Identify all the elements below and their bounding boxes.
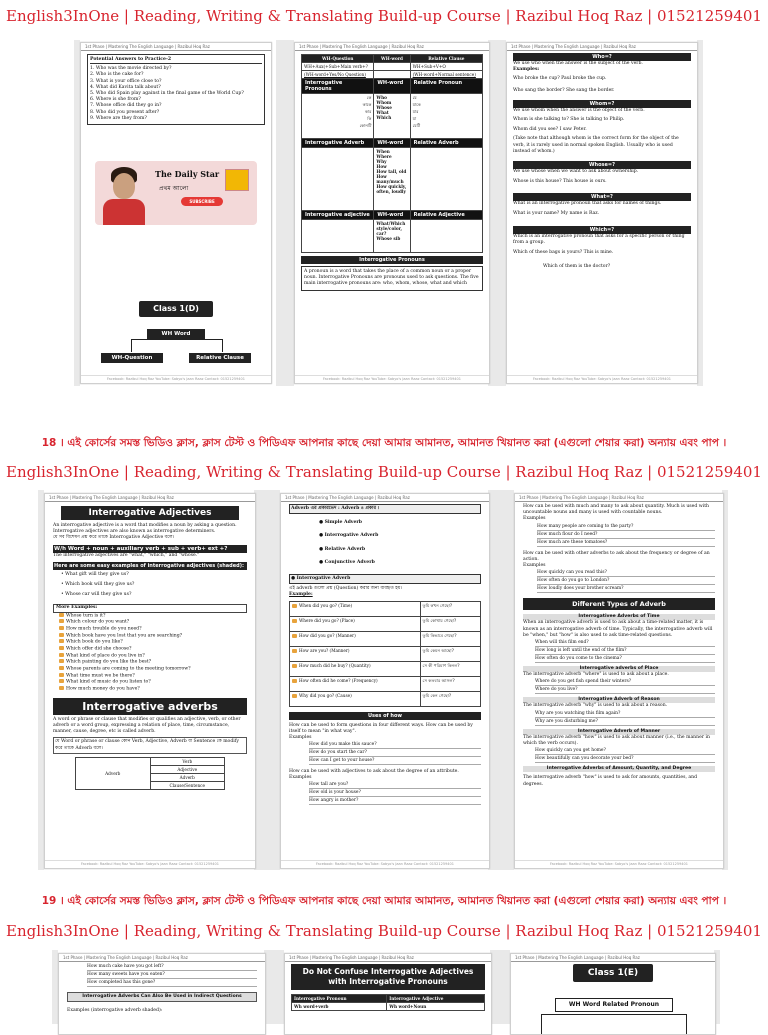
bengali-note: যে সব বিশেষণ প্রশ্ন করে তাকে Interrogative Adjective বলে।: [53, 535, 175, 541]
pointing-hand-icon: [59, 639, 64, 643]
page-footer: Facebook: Razibul Hoq Raz YouTube: Sabyo's Jaan Raaz Contact: 01521259401: [81, 375, 271, 381]
list-item: How did you make this sauce?: [309, 741, 481, 749]
table-cell: When Where Why How How tall, old How many/much How quickly, often, loudly: [374, 148, 410, 211]
quantity-text: How can be used with much and many to ask about quantity. Much is used with uncountable nouns and many is used with countable nouns.: [523, 504, 709, 516]
page-gutter: [488, 40, 506, 386]
table-cell: Adverb: [76, 757, 151, 789]
whose-text: We use whose when we want to ask about ownership.: [513, 168, 639, 174]
table-cell: সে কী পরিমাণ কিনল?: [420, 661, 480, 676]
page-footer: Facebook: Razibul Hoq Raz YouTube: Sabyo's Jaan Raaz Contact: 01521259401: [281, 860, 489, 866]
types-head: Different Types of Adverb: [523, 598, 715, 610]
table-cell: তুমি কোথায় গেছো?: [420, 616, 480, 631]
amount-text: The interrogative adverb "how" is used to ask for amounts, quantities, and degrees.: [523, 775, 698, 787]
uses-examples-label: Examples: [289, 734, 312, 740]
adverb-kind: ● Relative Adverb: [319, 546, 366, 552]
pointing-hand-icon: [59, 626, 64, 630]
page-header: 1st Phase | Mastering The English Language | Razibul Hoq Raz: [507, 43, 697, 51]
table-cell: How often did he come? (Frequency): [290, 676, 421, 691]
page-header: 1st Phase | Mastering The English Language | Razibul Hoq Raz: [45, 494, 255, 502]
table-cell: তুমি কেমন আছো?: [420, 646, 480, 661]
course-title-3: English3InOne | Reading, Writing & Translating Build-up Course | Razibul Hoq Raz | 01521259401: [6, 922, 762, 940]
pointing-hand-icon: [59, 666, 64, 670]
more-item: Which book have you lost that you are searching?: [59, 633, 247, 640]
table-cell: [374, 71, 410, 79]
question-item: 7. Whose office did they go in?: [90, 103, 162, 109]
page-header: 1st Phase | Mastering The English Language | Razibul Hoq Raz: [59, 954, 265, 962]
question-item: 4. What did Kavita talk about?: [90, 84, 161, 90]
list-item: How often do you go to London?: [537, 577, 715, 585]
more-item: What kind of place do you live in?: [59, 653, 247, 660]
more-item: Which painting do you like the best?: [59, 659, 247, 666]
which-title: Which=?: [513, 226, 691, 234]
list-item: How much cake have you got left?: [87, 963, 257, 971]
more-item: Whose turn is it?: [59, 613, 247, 620]
class-label: Class 1(D): [139, 301, 213, 317]
table-cell: Where did you go? (Place): [290, 616, 421, 631]
tree-lines: [131, 339, 223, 352]
question-item: 8. Who did you present after?: [90, 109, 160, 115]
page-footer: Facebook: Razibul Hoq Raz YouTube: Sabyo's Jaan Raaz Contact: 01521259401: [45, 860, 255, 866]
whom-text: We use whom when the answer is the object of the verb.: [513, 107, 645, 113]
pointing-hand-icon: [292, 664, 297, 668]
more-item: How much trouble do you need?: [59, 626, 247, 633]
table-cell: Why did you go? (Cause): [290, 691, 421, 706]
more-item: Which colour do you want?: [59, 619, 247, 626]
table-cell: Adjective: [150, 765, 225, 773]
avatar: [113, 173, 135, 199]
more-item: What kind of music do you listen to?: [59, 679, 247, 686]
page-footer: Facebook: Razibul Hoq Raz YouTube: Sabyo's Jaan Raaz Contact: 01521259401: [295, 375, 489, 381]
pointing-hand-icon: [59, 673, 64, 677]
page-header: 1st Phase | Mastering The English Language | Razibul Hoq Raz: [511, 954, 715, 962]
list-item: How loudly does your brother scream?: [537, 585, 715, 593]
table-cell: Adverb: [150, 773, 225, 781]
who-example: Who broke the cup? Paul broke the cup.: [513, 76, 607, 82]
pronoun-adjective-table: [291, 994, 485, 1011]
ia-text: এই adverb গুলো প্রশ্ন (Question) করার জন্য ব্যবহৃত হয়।: [289, 586, 402, 592]
section-header: Interrogative Adverb: [302, 139, 374, 148]
gift-icon: [225, 169, 249, 191]
table-cell: Verb: [150, 757, 225, 765]
which-example: Which of these bags is yours? This is mine.: [513, 250, 614, 255]
whom-example: Whom is she talking to? She is talking to Philip.: [513, 116, 625, 122]
adverb-kind: ● Conjunctive Adverb: [319, 559, 375, 565]
document-page-2: [294, 42, 490, 384]
whom-note: (Take note that although whom is the correct form for the object of the verb, it is rarely used in normal spoken English. Usually who is used instead of whom.): [513, 136, 679, 154]
adverb-bengali: যে Word or phrase or clause কোন Verb, Adjective, Adverb বা Sentence কে modify করে তাকে Adverb বলে।: [53, 737, 247, 753]
list-item: How do you start the car?: [309, 749, 481, 757]
page-gutter: [264, 950, 284, 1024]
section-header: Relative Adjective: [410, 211, 482, 220]
tree-lines: [541, 1014, 687, 1035]
list-item: How beautifully can you decorate your bed?: [535, 755, 715, 763]
section-header: WH-word: [374, 139, 410, 148]
section-header: Interrogative adjective: [302, 211, 374, 220]
which-text: Which is an interrogative pronoun that asks for a specific person or thing from a group.: [513, 233, 685, 245]
place-text: The interrogative adverb "where" is used to ask about a place.: [523, 672, 669, 678]
table-header: Interrogative Adjective: [387, 994, 485, 1002]
more-head: More Examples:: [53, 604, 247, 612]
pointing-hand-icon: [59, 653, 64, 657]
pointing-hand-icon: [59, 633, 64, 637]
course-title-2: English3InOne | Reading, Writing & Translating Build-up Course | Razibul Hoq Raz | 01521259401: [6, 463, 762, 481]
ia-head: ● Interrogative Adverb: [289, 574, 481, 584]
wh-related-box: WH Word Related Pronoun: [555, 998, 673, 1012]
which-example: Which of them is the doctor?: [543, 264, 611, 270]
question-item: 6. Where is she from?: [90, 97, 141, 103]
pointing-hand-icon: [292, 694, 297, 698]
formula-bar: W/h Word + noun + auxiliary verb + sub + verb+ ext +?: [53, 545, 247, 553]
adverbs-title: Interrogative adverbs: [53, 698, 247, 715]
table-cell: How did you go? (Manner): [290, 631, 421, 646]
course-title-1: English3InOne | Reading, Writing & Translating Build-up Course | Razibul Hoq Raz | 01521259401: [6, 7, 762, 25]
list-item: How often do you come to the cinema?: [535, 655, 715, 663]
formula-sub: The interrogative adjectives are "what," "which," and "whose.": [53, 552, 200, 558]
table-cell: [302, 220, 374, 253]
section-header: WH-word: [374, 79, 410, 94]
more-item: How much money do you have?: [59, 686, 247, 693]
page-header: 1st Phase | Mastering The English Language | Razibul Hoq Raz: [285, 954, 491, 962]
table-cell: (WH-word+Normal sentence): [410, 71, 482, 79]
page-footer: Facebook: Razibul Hoq Raz YouTube: Sabyo's Jaan Raaz Contact: 01521259401: [507, 375, 697, 381]
document-page-6: [514, 493, 724, 869]
more-item: Whose parents are coming to the meeting tomorrow?: [59, 666, 247, 673]
question-item: 9. Where are they from?: [90, 115, 147, 121]
adverb-kind: ● Simple Adverb: [319, 520, 363, 526]
more-item: Which book do you like?: [59, 639, 247, 646]
notice-line-1: 18 । এই কোর্সের সমস্ত ভিডিও ক্লাস, ক্লাস টেস্ট ও পিডিএফ আপনার কাছে দেয়া আমার আমানত, আমানত খিয়ানত করা (এগুলো শেয়ার করা) অন্যায় এবং পাপ ।: [41, 437, 727, 449]
question-item: 3. What is your office close to?: [90, 78, 162, 84]
table-header: Relative Clause: [410, 55, 482, 63]
wh-question-box: WH-Question: [101, 353, 163, 363]
list-item: How quickly can you get home?: [535, 747, 715, 755]
document-page-4: [44, 493, 256, 869]
who-text: We use who when the answer is the subject of the verb.: [513, 61, 643, 66]
page-gutter: [488, 490, 514, 870]
whose-title: Whose=?: [513, 161, 691, 169]
examples-label: Examples:: [513, 67, 540, 73]
table-cell: যে যাকে যার যা যেটি: [410, 94, 482, 139]
list-item: How old is your house?: [309, 789, 481, 797]
table-cell: তুমি কেন গেছো?: [420, 691, 480, 706]
page-gutter: [254, 490, 280, 870]
table-cell: [410, 148, 482, 211]
whom-title: Whom=?: [513, 100, 691, 108]
document-page-3: [506, 42, 698, 384]
table-cell: How much did he buy? (Quantity): [290, 661, 421, 676]
adverb-example-table: [289, 601, 481, 707]
table-cell: [410, 220, 482, 253]
table-cell: Wh word+Noun: [387, 1002, 485, 1010]
uses-head: Uses of how: [289, 712, 481, 720]
table-cell: Wh word+verb: [292, 1002, 387, 1010]
section-header: WH-word: [374, 211, 410, 220]
uses-examples-label: Examples: [289, 775, 312, 781]
pointing-hand-icon: [59, 613, 64, 617]
example-item: • What gift will they give us?: [61, 571, 129, 577]
pointing-hand-icon: [292, 604, 297, 608]
adverb-types-title: Adverb এর প্রকারভেদ : Adverb ৪ প্রকার ।: [289, 504, 481, 514]
adverb-table: [75, 757, 225, 790]
what-title: What=?: [513, 193, 691, 201]
table-cell: WH+Aux(+Sub+Main verb+?: [302, 63, 374, 71]
table-header: WH-Question: [302, 55, 374, 63]
pointing-hand-icon: [292, 634, 297, 638]
pronouns-text: A pronoun is a word that takes the place of a common noun or a proper noun. Interrogative Pronouns are pronouns used to ask questions. The five main interrogative pronouns are: who, whom, whose, what and which: [304, 269, 479, 287]
time-head: Interrogativee Adverbs of Time: [523, 614, 715, 620]
pointing-hand-icon: [59, 659, 64, 663]
table-cell: What/Which style/color, car? Whose sib: [374, 220, 410, 253]
relative-clause-box: Relative Clause: [189, 353, 251, 363]
page-gutter: [490, 950, 510, 1024]
list-item: How much are these tomatoes?: [537, 539, 715, 547]
examples-head: Here are some easy examples of interrogative adjectives (shaded):: [53, 562, 247, 570]
table-cell: তুমি কখন গেছো?: [420, 601, 480, 616]
table-cell: [374, 63, 410, 71]
pointing-hand-icon: [292, 649, 297, 653]
class-label: Class 1(E): [573, 964, 653, 982]
adverbs-text: A word or phrase or clause that modifies or qualifies an adjective, verb, or other adverb or a word group, expressing a relation of place, time, circumstance, manner, cause, degree, etc is called adverb.: [53, 716, 241, 735]
table-cell: When did you go? (Time): [290, 601, 421, 616]
what-example: What is your name? My name is Raz.: [513, 211, 600, 217]
pointing-hand-icon: [59, 686, 64, 690]
indirect-tail: Examples (interrogative adverb shaded):: [67, 1008, 163, 1014]
table-cell: Clause/Sentence: [150, 781, 225, 789]
document-page-5: [280, 493, 490, 869]
document-page-1: [80, 42, 272, 384]
adverb-kind: ● Interrogative Adverb: [319, 533, 379, 539]
table-cell: সে কতবার আসল?: [420, 676, 480, 691]
list-item: How many people are coming to the party?: [537, 523, 715, 531]
pointing-hand-icon: [59, 619, 64, 623]
table-cell: How are you? (Manner): [290, 646, 421, 661]
wh-table: [301, 54, 483, 253]
indirect-box-title: Interrogative Adverbs Can Also Be Used in Indirect Questions: [67, 992, 257, 1002]
table-cell: [302, 148, 374, 211]
uses-text: How can be used with adjectives to ask about the degree of an attribute.: [289, 769, 459, 775]
section-header: Interrogative Pronouns: [302, 79, 374, 94]
table-cell: Who Whom Whose What Which: [374, 94, 410, 139]
examples-label: Examples: [523, 562, 546, 568]
newspaper-logo-bn: প্রথম আলো: [159, 185, 189, 192]
place-head: Interrogative adverbs of Place: [523, 666, 715, 672]
practice-box-title: Potential Answers to Practice-2: [90, 57, 262, 64]
whom-example: Whom did you see? I saw Peter.: [513, 127, 587, 133]
page-header: 1st Phase | Mastering The English Language | Razibul Hoq Raz: [281, 494, 489, 502]
whose-example: Whose is this house? This house is ours.: [513, 179, 607, 185]
question-item: 2. Who is the cake for?: [90, 72, 144, 78]
pointing-hand-icon: [59, 646, 64, 650]
what-text: What is an interrogative pronoun that asks for names of things.: [513, 201, 662, 207]
page-header: 1st Phase | Mastering The English Language | Razibul Hoq Raz: [295, 43, 489, 51]
promo-banner: [95, 161, 257, 225]
section-title: Interrogative Adjectives: [61, 506, 239, 520]
more-item: What time must we be there?: [59, 673, 247, 680]
intro-text: An interrogative adjective is a word that modifies a noun by asking a question. Interrogative adjectives are also known as interrogative determiners.: [53, 523, 237, 535]
reason-head: Interrogative Adverb of Reason: [523, 697, 715, 703]
list-item: How long is left until the end of the film?: [535, 647, 715, 655]
example-item: • Whose car will they give us?: [61, 592, 132, 598]
page-header: 1st Phase | Mastering The English Language | Razibul Hoq Raz: [81, 43, 271, 51]
pointing-hand-icon: [59, 679, 64, 683]
question-item: 1. Who was the movie directed by?: [90, 66, 172, 72]
table-cell: WH+Sub+V+O: [410, 63, 482, 71]
newspaper-logo: The Daily Star: [155, 169, 220, 179]
list-item: When will this film end?: [535, 639, 715, 647]
page-header: 1st Phase | Mastering The English Language | Razibul Hoq Raz: [515, 494, 723, 502]
pointing-hand-icon: [292, 619, 297, 623]
document-page-9: [510, 953, 716, 1035]
table-cell: কে কাকে কার কি কোনটি: [302, 94, 374, 139]
list-item: How completed has this gone?: [87, 979, 257, 987]
subscribe-button[interactable]: SUBSCRIBE: [181, 197, 223, 206]
list-item: Why are you watching this film again?: [535, 710, 715, 718]
who-example: Who sang the border? She sang the border.: [513, 87, 615, 93]
time-text: When an interrogative adverb is used to ask about a time-related matter, it is known as an interrogative adverb of time. Typically, the interrogative adverb will be "when," but "how" is also used to ask time-related questions.: [523, 620, 713, 638]
manner-text: The interrogative adverb "how" is used to ask about manner (i.e., the manner in which the verb occurs).: [523, 734, 710, 746]
amount-head: Interrogative Adverbs of Amount, Quantity, and Degree: [523, 766, 715, 772]
table-cell: তুমি কিভাবে গেছো?: [420, 631, 480, 646]
uses-text: How can be used to form questions in four different ways. How can be used by itself to mean "in what way".: [289, 722, 473, 734]
list-item: How much flour do I need?: [537, 531, 715, 539]
wh-word-box: WH Word: [147, 329, 205, 339]
table-cell: (WH-word+Yes/No Question): [302, 71, 374, 79]
page-gutter: [276, 40, 294, 386]
table-header: WH-word: [374, 55, 410, 63]
confuse-title: Do Not Confuse Interrogative Adjectives with Interrogative Pronouns: [291, 964, 485, 990]
list-item: How can I get to your house?: [309, 757, 481, 765]
more-item: Which offer did she choose?: [59, 646, 247, 653]
question-item: 5. Who did Spain play against in the final game of the World Cup?: [90, 90, 244, 96]
section-header: Relative Adverb: [410, 139, 482, 148]
list-item: How angry is mother?: [309, 797, 481, 805]
examples-label: Examples: [523, 516, 546, 522]
document-page-7: [58, 953, 266, 1035]
list-item: Where do you get fish spend their winters?: [535, 678, 715, 686]
pronouns-title: Interrogative Pronouns: [301, 256, 483, 264]
list-item: Why are you disturbing me?: [535, 718, 715, 726]
document-page-8: [284, 953, 492, 1035]
frequency-text: How can be used with other adverbs to ask about the frequency or degree of an action.: [523, 550, 710, 562]
reason-text: The interrogative adverb "why" is used to ask about a reason.: [523, 703, 668, 709]
manner-head: Interrogative Adverb of Manner: [523, 729, 715, 735]
example-item: • Which book will they give us?: [61, 581, 135, 587]
list-item: How many sweets have you eaten?: [87, 971, 257, 979]
example-label: Example:: [289, 592, 313, 598]
list-item: How tall are you?: [309, 781, 481, 789]
pointing-hand-icon: [292, 679, 297, 683]
table-header: Interrogative Pronoun: [292, 994, 387, 1002]
list-item: How quickly can you read this?: [537, 569, 715, 577]
notice-line-2: 19 । এই কোর্সের সমস্ত ভিডিও ক্লাস, ক্লাস টেস্ট ও পিডিএফ আপনার কাছে দেয়া আমার আমানত, আমানত খিয়ানত করা (এগুলো শেয়ার করা) অন্যায় এবং পাপ ।: [41, 895, 727, 907]
section-header: Relative Pronoun: [410, 79, 482, 94]
list-item: Where do you live?: [535, 686, 715, 694]
page-footer: Facebook: Razibul Hoq Raz YouTube: Sabyo's Jaan Raaz Contact: 01521259401: [515, 860, 723, 866]
who-title: Who=?: [513, 53, 691, 61]
